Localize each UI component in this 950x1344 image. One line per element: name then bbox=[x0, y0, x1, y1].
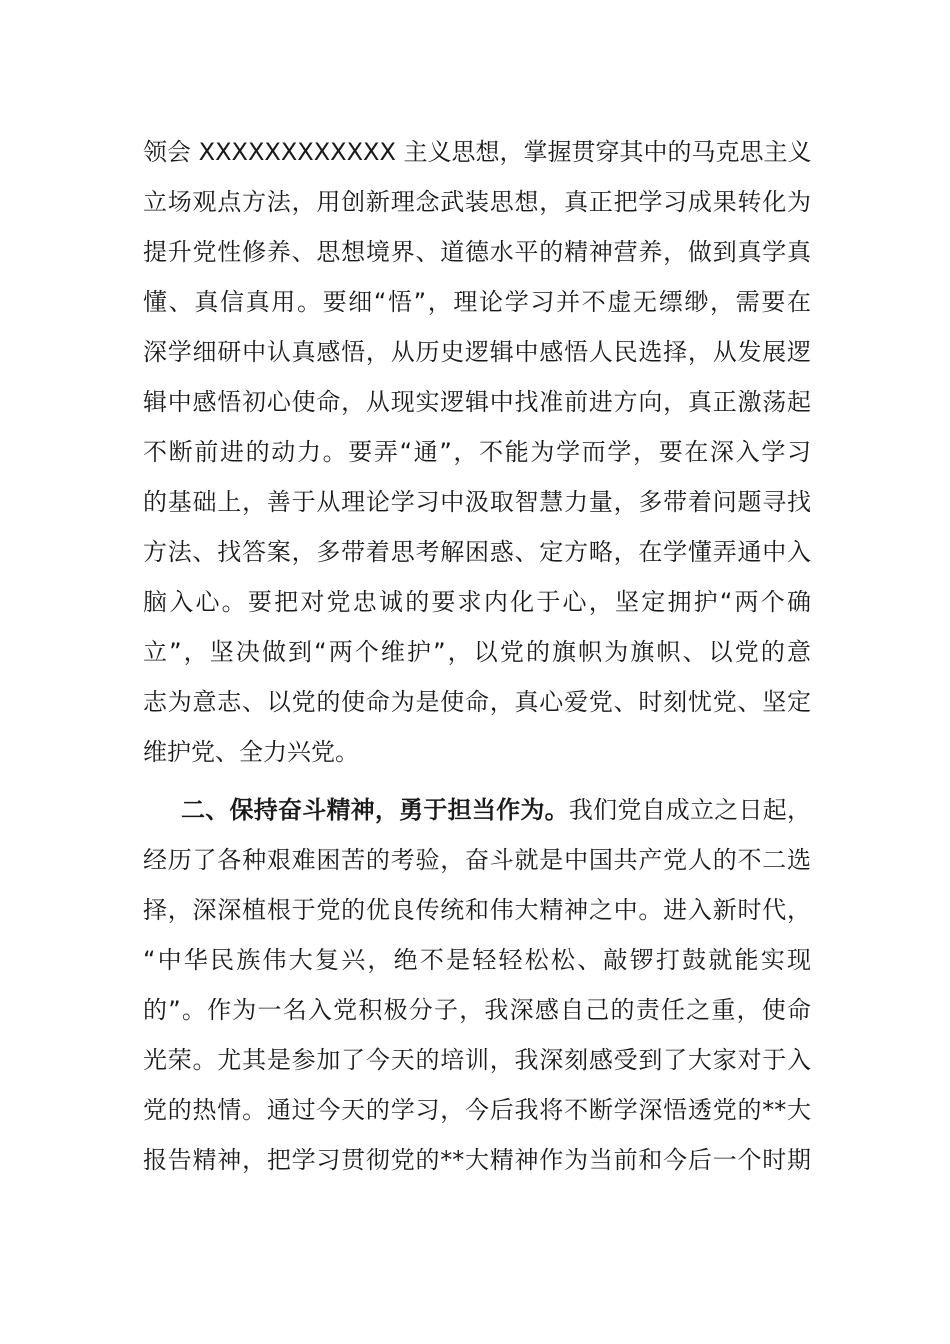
paragraph-first-line bbox=[143, 785, 811, 835]
text-line: 领会 XXXXXXXXXXXX 主义思想，掌握贯穿其中的马克思主义 bbox=[143, 138, 812, 166]
text-line: 的基础上，善于从理论学习中汲取智慧力量，多带着问题寻找 bbox=[143, 488, 811, 516]
text-line: 经历了各种艰难困苦的考验，奋斗就是中国共产党人的不二选 bbox=[143, 846, 811, 874]
paragraph-theory-study bbox=[143, 127, 811, 777]
paragraph-struggle-spirit bbox=[143, 785, 811, 1185]
text-line: 提升党性修养、思想境界、道德水平的精神营养，做到真学真 bbox=[143, 238, 811, 266]
text-line: 辑中感悟初心使命，从现实逻辑中找准前进方向，真正激荡起 bbox=[143, 388, 811, 416]
text-line: 党的热情。通过今天的学习，今后我将不断学深悟透党的**大 bbox=[143, 1096, 811, 1124]
text-line: 脑入心。要把对党忠诚的要求内化于心，坚定拥护“两个确 bbox=[143, 588, 811, 616]
text-line: 懂、真信真用。要细“悟”，理论学习并不虚无缥缈，需要在 bbox=[143, 288, 811, 316]
text-line: 方法、找答案，多带着思考解困惑、定方略，在学懂弄通中入 bbox=[143, 538, 811, 566]
text-line: “中华民族伟大复兴，绝不是轻轻松松、敲锣打鼓就能实现 bbox=[143, 946, 811, 974]
text-line: 的”。作为一名入党积极分子，我深感自己的责任之重，使命 bbox=[143, 996, 811, 1024]
text-line: 深学细研中认真感悟，从历史逻辑中感悟人民选择，从发展逻 bbox=[143, 338, 811, 366]
first-line-text: 我们党自成立之日起， bbox=[568, 796, 812, 824]
text-line: 立场观点方法，用创新理念武装思想，真正把学习成果转化为 bbox=[143, 188, 811, 216]
text-line: 光荣。尤其是参加了今天的培训，我深刻感受到了大家对于入 bbox=[143, 1046, 811, 1074]
text-line: 不断前进的动力。要弄“通”，不能为学而学，要在深入学习 bbox=[143, 438, 811, 466]
section-heading: 二、保持奋斗精神，勇于担当作为。 bbox=[181, 796, 569, 824]
text-line: 志为意志、以党的使命为是使命，真心爱党、时刻忧党、坚定 bbox=[143, 688, 811, 716]
text-line: 报告精神，把学习贯彻党的**大精神作为当前和今后一个时期 bbox=[143, 1146, 811, 1174]
text-line: 择，深深植根于党的优良传统和伟大精神之中。进入新时代， bbox=[143, 896, 811, 924]
text-line-last: 维护党、全力兴党。 bbox=[143, 738, 359, 766]
text-line: 立”，坚决做到“两个维护”，以党的旗帜为旗帜、以党的意 bbox=[143, 638, 811, 666]
